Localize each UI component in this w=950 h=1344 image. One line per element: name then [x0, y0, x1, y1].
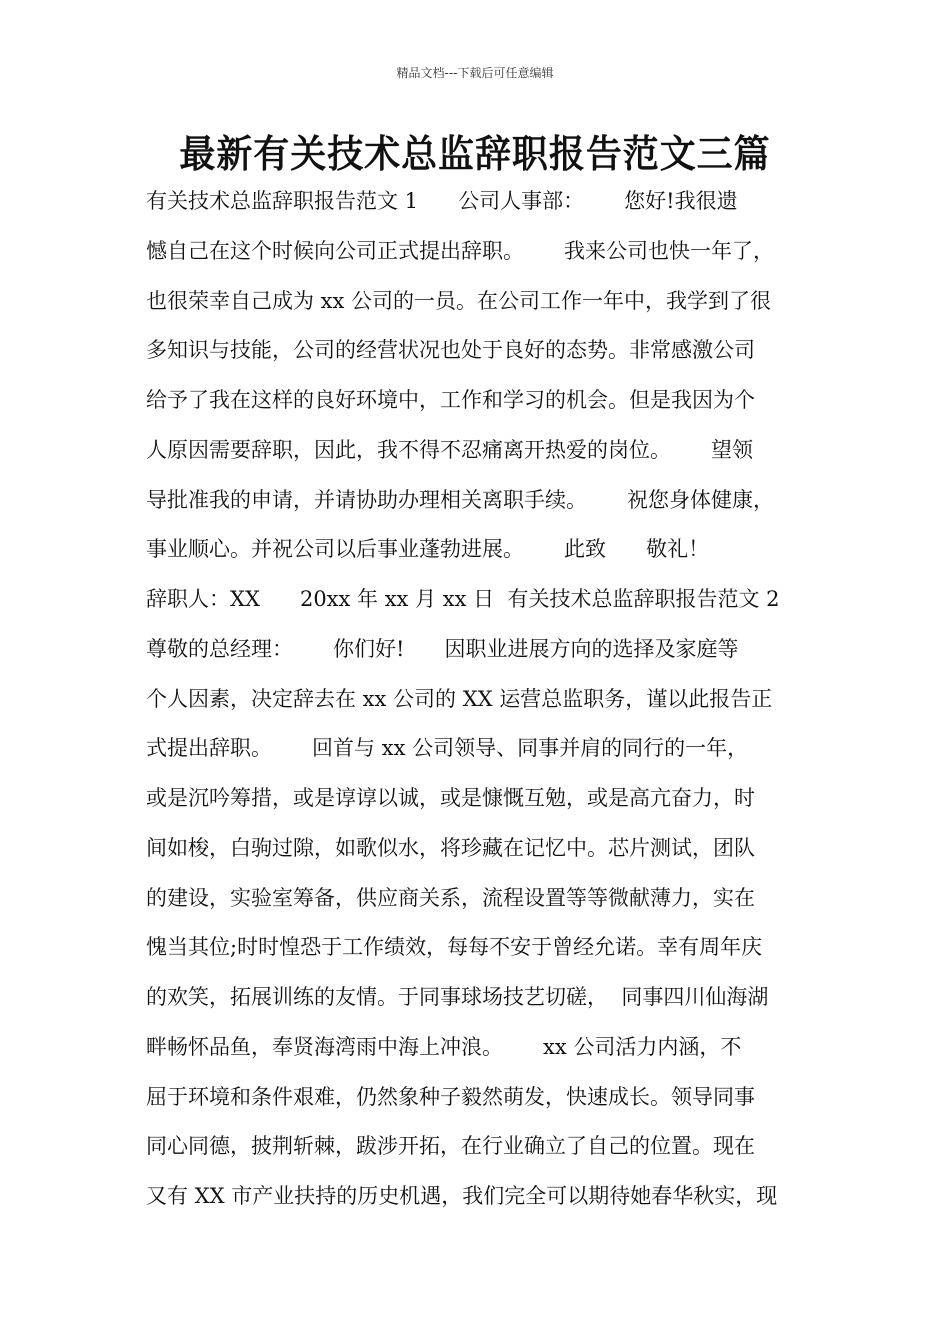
body-line: 辞职人：XX 20xx 年 xx 月 xx 日 有关技术总监辞职报告范文 2	[146, 587, 780, 611]
body-line: 的建设，实验室筹备，供应商关系，流程设置等等微献薄力，实在	[146, 885, 755, 910]
body-line: 人原因需要辞职，因此，我不得不忍痛离开热爱的岗位。 望领	[146, 437, 754, 462]
body-line: 式提出辞职。 回首与 xx 公司领导、同事并肩的同行的一年，	[146, 736, 749, 761]
body-line: 给予了我在这样的良好环境中，工作和学习的机会。但是我因为个	[146, 388, 755, 412]
body-line: 愧当其位;时时惶恐于工作绩效，每每不安于曾经允诺。幸有周年庆	[146, 935, 763, 960]
body-line: 多知识与技能，公司的经营状况也处于良好的态势。非常感激公司	[146, 338, 755, 363]
body-line: 事业顺心。并祝公司以后事业蓬勃进展。 此致 敬礼！	[146, 537, 710, 562]
document-title: 最新有关技术总监辞职报告范文三篇	[179, 132, 771, 176]
body-line: 或是沉吟筹措，或是谆谆以诚，或是慷慨互勉，或是高亢奋力，时	[146, 786, 755, 810]
header-note: 精品文档---下载后可任意编辑	[396, 66, 554, 80]
body-line: 尊敬的总经理： 你们好! 因职业进展方向的选择及家庭等	[146, 636, 739, 661]
document-body	[146, 177, 826, 1222]
body-line: 畔畅怀品鱼，奉贤海湾雨中海上冲浪。 xx 公司活力内涵，不	[146, 1034, 742, 1059]
body-line: 的欢笑，拓展训练的友情。于同事球场技艺切磋， 同事四川仙海湖	[146, 985, 769, 1009]
body-line: 间如梭，白驹过隙，如歌似水，将珍藏在记忆中。芯片测试，团队	[146, 835, 755, 860]
body-line: 屈于环境和条件艰难，仍然象种子毅然萌发，快速成长。领导同事	[146, 1084, 755, 1109]
body-line: 有关技术总监辞职报告范文 1 公司人事部： 您好!我很遗	[146, 189, 738, 213]
body-line: 也很荣幸自己成为 xx 公司的一员。在公司工作一年中，我学到了很	[146, 288, 772, 313]
body-line: 又有 XX 市产业扶持的历史机遇，我们完全可以期待她春华秋实，现	[146, 1184, 778, 1208]
body-line: 导批准我的申请，并请协助办理相关离职手续。 祝您身体健康，	[146, 487, 775, 512]
body-line: 同心同德，披荆斩棘，跋涉开拓，在行业确立了自己的位置。现在	[146, 1134, 755, 1159]
body-line: 憾自己在这个时候向公司正式提出辞职。 我来公司也快一年了，	[146, 238, 775, 263]
body-line: 个人因素，决定辞去在 xx 公司的 XX 运营总监职务，谨以此报告正	[146, 686, 773, 711]
